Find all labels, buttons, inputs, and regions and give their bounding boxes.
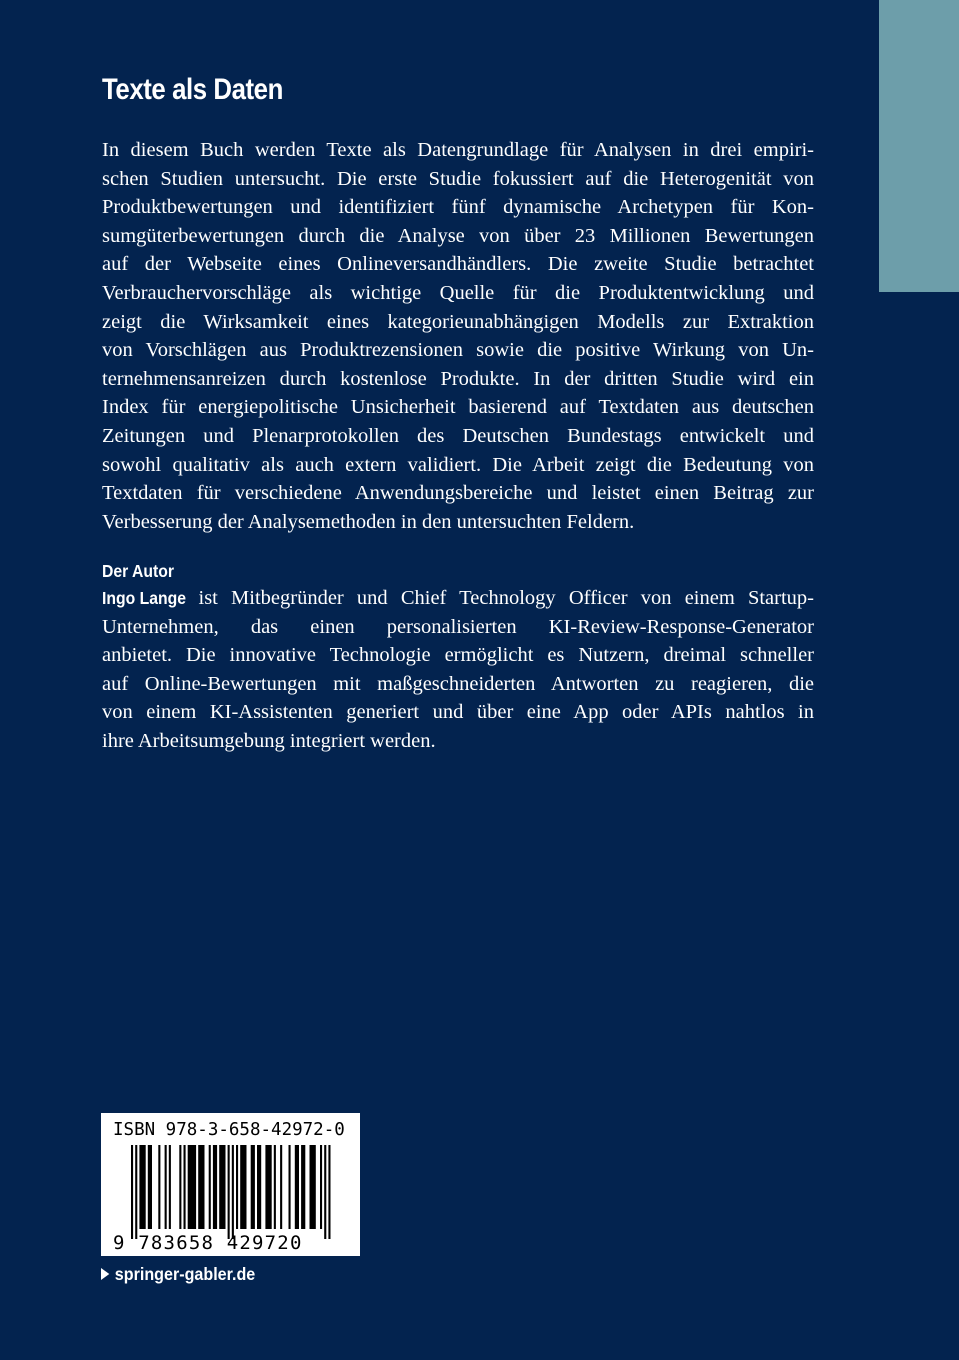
isbn-barcode [101, 1113, 360, 1256]
publisher-website-label: springer-gabler.de [114, 1264, 256, 1284]
barcode-bar [213, 1145, 217, 1229]
barcode-bar [328, 1145, 330, 1239]
author-bio-line: von einem KI-Assistenten generiert und über eine App oder APIs nahtlos in [102, 701, 814, 724]
author-bio-line: auf Online-Bewertungen mit maßgeschneiderten Antworten zu reagieren, die [102, 672, 814, 695]
barcode-bar [236, 1145, 238, 1229]
barcode-bar [228, 1145, 230, 1239]
barcode-bar [188, 1145, 196, 1229]
barcode-bar [158, 1145, 160, 1229]
description-line: ternehmensanreizen durch kostenlose Produkte. In der dritten Studie wird ein [102, 367, 814, 390]
description-line: von Vorschlägen aus Produktrezensionen sowie die positive Wirkung von Un- [102, 339, 814, 362]
barcode-bar [131, 1145, 133, 1239]
barcode-bar [148, 1145, 152, 1229]
author-bio-first-text: ist Mitbegründer und Chief Technology Officer von einem Startup- [198, 587, 814, 609]
author-bio-line: Unternehmen, das einen personalisierten KI-Review-Response-Generator [102, 615, 814, 638]
description-line: Produktbewertungen und identifiziert fünf dynamische Archetypen für Kon- [102, 196, 814, 219]
publisher-website[interactable] [101, 1262, 255, 1286]
description-line: Textdaten für verschiedene Anwendungsbereiche und leistet einen Beitrag zur [102, 482, 814, 505]
barcode-bar [135, 1145, 137, 1239]
description-line: Verbrauchervorschläge als wichtige Quelle für die Produktentwicklung und [102, 281, 814, 304]
barcode-bar [310, 1145, 316, 1229]
arrow-right-icon [101, 1268, 109, 1280]
description-line: auf der Webseite eines Onlineversandhändlers. Die zweite Studie betrachtet [102, 253, 814, 276]
barcode-bar [179, 1145, 181, 1229]
barcode-bar [240, 1145, 246, 1229]
author-bio-line [102, 584, 814, 613]
author-bio-line: anbietet. Die innovative Technologie ermöglicht es Nutzern, dreimal schneller [102, 644, 814, 667]
description-line: schen Studien untersucht. Die erste Studie fokussiert auf die Heterogenität von [102, 167, 814, 190]
barcode-bar [280, 1145, 282, 1229]
barcode-bar [139, 1145, 145, 1229]
author-bio-line: ihre Arbeitsumgebung integriert werden. [102, 729, 436, 752]
barcode-bar [209, 1145, 211, 1229]
barcode-bar [165, 1145, 167, 1229]
barcode-digits: 9 783658 429720 [113, 1232, 303, 1254]
author-bio [102, 584, 814, 756]
barcode-bar [251, 1145, 255, 1229]
description-line: Zeitungen und Plenarprotokollen des Deutschen Bundestags entwickelt und [102, 424, 814, 447]
barcode-bar [219, 1145, 225, 1229]
barcode-bar [232, 1145, 234, 1239]
barcode-bar [324, 1145, 326, 1239]
barcode-bar [320, 1145, 322, 1229]
accent-strip [879, 0, 959, 292]
book-title: Texte als Daten [102, 73, 283, 106]
author-name: Ingo Lange [102, 588, 186, 608]
barcode-bar [274, 1145, 276, 1229]
barcode-bar [289, 1145, 291, 1229]
description-line: sowohl qualitativ als auch extern validiert. Die Arbeit zeigt die Bedeutung von [102, 453, 814, 476]
description-line: Index für energiepolitische Unsicherheit basierend auf Textdaten aus deutschen [102, 396, 814, 419]
description-line: sumgüterbewertungen durch die Analyse von über 23 Millionen Bewertungen [102, 224, 814, 247]
barcode-bar [301, 1145, 305, 1229]
barcode-bar [295, 1145, 299, 1229]
author-heading: Der Autor [102, 561, 175, 581]
barcode-bar [184, 1145, 186, 1229]
barcode-bar [265, 1145, 271, 1229]
book-description [102, 136, 814, 536]
description-line: In diesem Buch werden Texte als Datengrundlage für Analysen in drei empiri- [102, 139, 814, 161]
barcode-bar [257, 1145, 261, 1229]
barcode-bar [198, 1145, 204, 1229]
barcode-bar [169, 1145, 171, 1229]
isbn-label: ISBN 978-3-658-42972-0 [113, 1120, 345, 1140]
description-line: Verbesserung der Analysemethoden in den untersuchten Feldern. [102, 510, 635, 533]
description-line: zeigt die Wirksamkeit eines kategorieunabhängigen Modells zur Extraktion [102, 310, 814, 333]
